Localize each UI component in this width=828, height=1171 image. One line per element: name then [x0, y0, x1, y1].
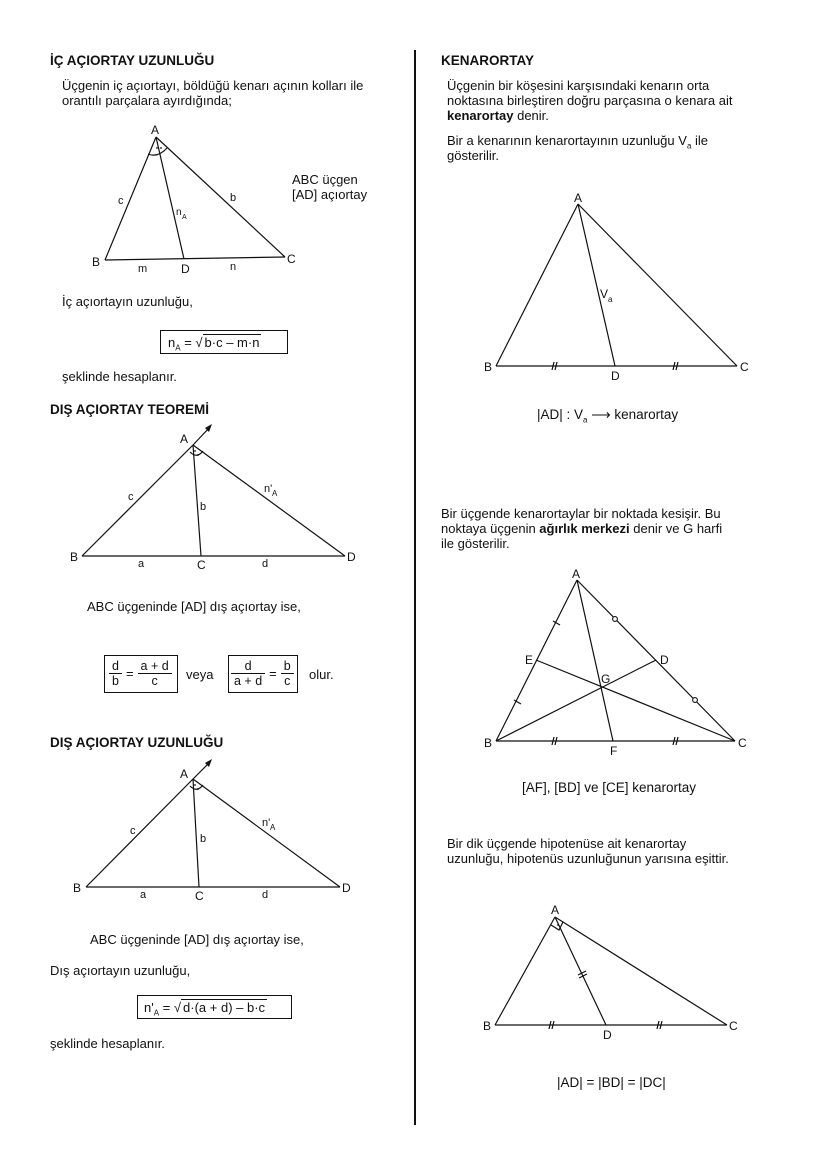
- f1r-num: a + d: [138, 659, 172, 674]
- ext-bisector-label: n': [264, 483, 273, 495]
- segment-label-a: a: [140, 889, 147, 901]
- f1-den: b: [112, 674, 119, 688]
- segment-label-m: m: [138, 263, 148, 275]
- agirlik-line-3: ile gösterilir.: [441, 536, 510, 551]
- side-ab: [495, 917, 555, 1025]
- segment-label-n: n: [230, 261, 237, 273]
- point-d: D: [342, 881, 351, 895]
- formula-lhs: n': [144, 1000, 154, 1015]
- note-ad: [AD] açıortay: [292, 187, 368, 202]
- f2-den: a + d: [234, 674, 263, 688]
- intro-line-1: Üçgenin iç açıortayı, böldüğü kenarı açının kolları ile: [62, 78, 364, 93]
- dik-ucgen-caption: |AD| = |BD| = |DC|: [557, 1075, 666, 1090]
- agirlik-bold: ağırlık merkezi: [539, 521, 630, 536]
- figure-mark: [557, 924, 559, 926]
- va-def-sub: a: [686, 141, 692, 151]
- kenarortay-bold: kenarortay: [447, 108, 514, 123]
- point-d: D: [603, 1028, 612, 1042]
- agirlik-line-1: Bir üçgende kenarortaylar bir noktada kesişir. Bu: [441, 506, 721, 521]
- vertex-c: C: [729, 1019, 738, 1033]
- length-label-dis: Dış açıortayın uzunluğu,: [50, 963, 191, 978]
- agirlik-pre: noktaya üçgenin: [441, 521, 540, 536]
- kenarortay-def-1: Üçgenin bir köşesini karşısındaki kenarın orta: [447, 78, 710, 93]
- length-label-ic: İç açıortayın uzunluğu,: [62, 294, 193, 309]
- segment-label-a: a: [138, 558, 145, 570]
- f2r-num: b: [281, 659, 294, 674]
- f1-eq: =: [125, 666, 134, 681]
- statement-uzunluk: ABC üçgeninde [AD] dış açıortay ise,: [90, 932, 304, 947]
- kenarortay-def-tail: denir.: [513, 108, 549, 123]
- ext-bisector-label-sub: A: [272, 489, 278, 498]
- f2-eq: =: [269, 666, 277, 681]
- vertex-b: B: [483, 1019, 492, 1033]
- vertex-c: C: [197, 558, 206, 572]
- olur: olur.: [309, 667, 334, 682]
- caption-sub: a: [583, 415, 588, 425]
- kenarortay-def-2: noktasına birleştiren doğru parçasına o kenara ait: [447, 93, 733, 108]
- formula-box-dis: $n'_A$ = √ d·(a + d) – b·c: [137, 995, 292, 1019]
- agirlik-post: denir ve G harfi: [629, 521, 723, 536]
- formula-radicand: d·(a + d) – b·c: [183, 1000, 266, 1015]
- formula-eq: =: [159, 1000, 174, 1015]
- vertex-b: B: [70, 550, 79, 564]
- vertex-a: A: [151, 123, 160, 137]
- centroid-g: G: [601, 672, 611, 686]
- dik-ucgen-line-1: Bir dik üçgende hipotenüse ait kenarortay: [447, 836, 687, 851]
- heading-dis-aciortay-teoremi: DIŞ AÇIORTAY TEOREMİ: [50, 402, 210, 417]
- f2-num: d: [231, 659, 265, 674]
- bisector-label-sub: A: [182, 214, 187, 221]
- f2r-den: c: [284, 674, 291, 688]
- vertex-c: C: [738, 736, 747, 750]
- median-label: V: [600, 287, 609, 301]
- point-d: D: [347, 550, 356, 564]
- caption-pre: |AD| : V: [537, 407, 584, 422]
- point-d: D: [611, 369, 620, 383]
- agirlik-caption: [AF], [BD] ve [CE] kenarortay: [522, 780, 697, 795]
- point-e: E: [525, 653, 534, 667]
- side-label-c: c: [130, 825, 136, 837]
- formula-sub: A: [153, 1008, 160, 1018]
- vertex-b: B: [484, 360, 493, 374]
- caption-post: kenarortay: [614, 407, 679, 422]
- outro-dis: şeklinde hesaplanır.: [50, 1036, 165, 1051]
- heading-dis-aciortay-uzunlugu: DIŞ AÇIORTAY UZUNLUĞU: [50, 735, 224, 750]
- segment-label-d: d: [262, 558, 269, 570]
- ext-bisector-label-sub: A: [270, 823, 276, 832]
- intro-line-2: orantılı parçalara ayırdığında;: [62, 93, 232, 108]
- heading-ic-aciortay: İÇ AÇIORTAY UZUNLUĞU: [50, 53, 215, 68]
- outro-ic: şeklinde hesaplanır.: [62, 369, 177, 384]
- vertex-b: B: [92, 255, 101, 269]
- vertex-b: B: [73, 881, 82, 895]
- formula-box-ic: $n_A$ = √ b·c – m·n: [160, 330, 288, 354]
- formula-eq: =: [180, 335, 196, 350]
- vertex-a: A: [180, 767, 189, 781]
- point-f: F: [610, 744, 618, 758]
- statement-teorem: ABC üçgeninde [AD] dış açıortay ise,: [87, 599, 301, 614]
- point-d: D: [181, 262, 190, 276]
- side-label-b: b: [200, 501, 207, 513]
- vertex-c: C: [287, 252, 296, 266]
- segment-label-d: d: [262, 889, 269, 901]
- side-label-b: b: [230, 192, 237, 204]
- vertex-b: B: [484, 736, 493, 750]
- side-label-c: c: [118, 195, 124, 207]
- vertex-a: A: [574, 191, 583, 205]
- vertex-c: C: [740, 360, 749, 374]
- caption-arrow: ⟶: [587, 407, 615, 422]
- figure-mark: [495, 917, 727, 1029]
- bisector-label: n: [176, 207, 182, 218]
- vertex-a: A: [180, 432, 189, 446]
- f1r-den: c: [151, 674, 158, 688]
- formula-sub: A: [175, 343, 181, 353]
- f1-num: d: [109, 659, 122, 674]
- side-label-b: b: [200, 833, 207, 845]
- va-def-text: Bir a kenarının kenarortayının uzunluğu V: [447, 133, 687, 148]
- formula-radicand: b·c – m·n: [204, 335, 260, 350]
- va-def-tail: ile: [691, 133, 709, 148]
- heading-kenarortay: KENARORTAY: [441, 53, 535, 68]
- ext-bisector-label: n': [262, 817, 271, 829]
- vertex-a: A: [572, 567, 581, 581]
- dik-ucgen-line-2: uzunluğu, hipotenüs uzunluğunun yarısına eşittir.: [447, 851, 729, 866]
- formula-lhs: n: [168, 335, 176, 350]
- median-label-sub: a: [608, 295, 613, 304]
- note-abc: ABC üçgen: [292, 172, 358, 187]
- point-d: D: [660, 653, 669, 667]
- side-label-c: c: [128, 491, 134, 503]
- va-def-2: gösterilir.: [447, 148, 500, 163]
- veya: veya: [186, 667, 214, 682]
- vertex-c: C: [195, 889, 204, 903]
- vertex-a: A: [551, 903, 560, 917]
